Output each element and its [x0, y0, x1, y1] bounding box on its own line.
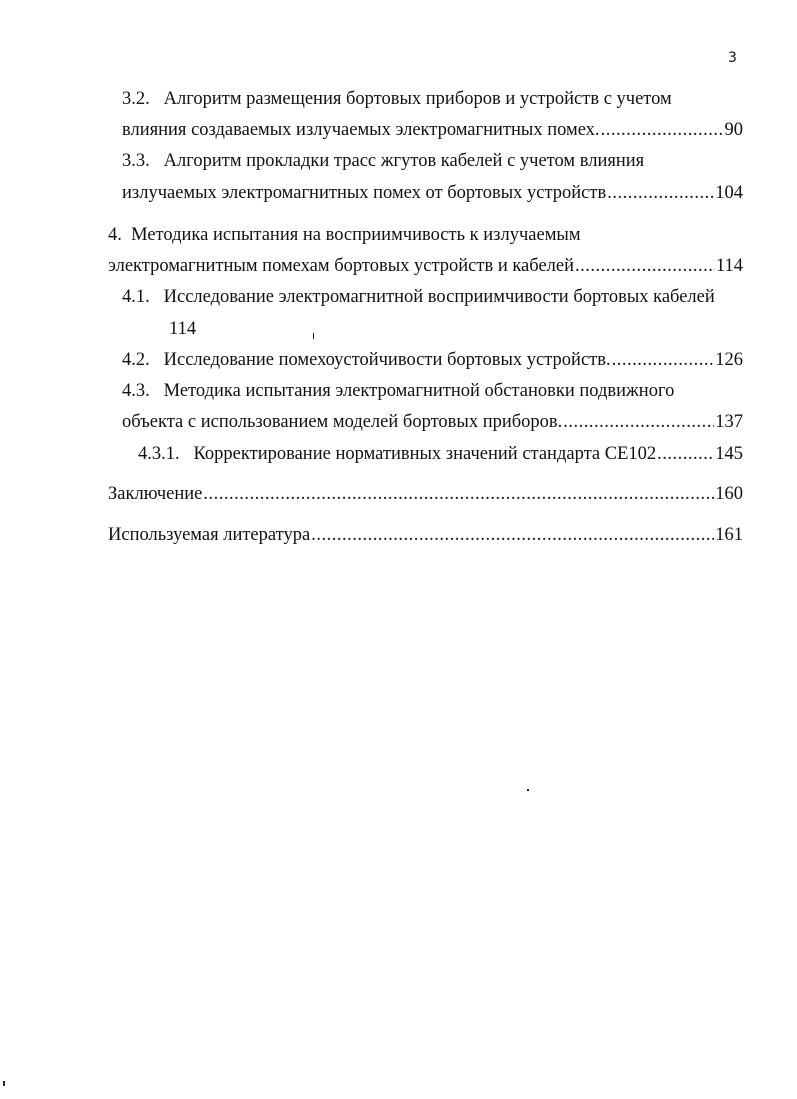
toc-title: Заключение [108, 484, 203, 504]
dot-leader [575, 253, 715, 279]
toc-title-continued: излучаемых электромагнитных помех от бортовых устройств [122, 183, 607, 203]
page-number: 3 [728, 50, 737, 66]
toc-entry-3-2[interactable] [122, 117, 743, 143]
toc-title-continued: электромагнитным помехам бортовых устройств и кабелей [108, 256, 574, 276]
toc-entry-4-1[interactable] [122, 284, 715, 310]
dot-leader [601, 117, 724, 143]
toc-page-number: 114 [715, 256, 743, 276]
dot-leader [563, 409, 714, 435]
toc-entry-references[interactable] [108, 522, 743, 548]
dot-leader [607, 180, 714, 206]
toc-title: Исследование помехоустойчивости бортовых устройств. [163, 350, 611, 370]
toc-entry-4-3[interactable] [122, 409, 743, 435]
toc-number: 4.3.1. [138, 444, 180, 464]
dot-leader [311, 522, 714, 548]
dot-leader [657, 441, 714, 467]
toc-entry-4-2[interactable] [122, 347, 743, 373]
toc-page-number: 137 [715, 412, 743, 432]
toc-entry-3-2-line1 [122, 86, 672, 112]
toc-entry-4[interactable] [108, 253, 743, 279]
toc-number: 3.2. [122, 89, 150, 109]
toc-entry-3-3-line1 [122, 148, 644, 174]
toc-title: Используемая литература [108, 525, 311, 545]
toc-title-continued: объекта с использованием моделей бортовых приборов. [122, 412, 563, 432]
toc-page-number: 104 [715, 183, 743, 203]
toc-number: 4.3. [122, 381, 150, 401]
dot-leader [203, 481, 714, 507]
toc-page-number: 161 [715, 525, 743, 545]
toc-page-number: 90 [724, 120, 743, 140]
toc-entry-conclusion[interactable] [108, 481, 743, 507]
toc-title: Методика испытания на восприимчивость к излучаемым [131, 225, 581, 245]
toc-page-number: 126 [715, 350, 743, 370]
toc-title: Исследование электромагнитной восприимчивости бортовых кабелей [163, 287, 715, 307]
toc-entry-3-3[interactable] [122, 180, 743, 206]
toc-title: Корректирование нормативных значений стандарта СЕ102 [193, 444, 657, 464]
toc-title: Алгоритм размещения бортовых приборов и устройств с учетом [163, 89, 672, 109]
scan-speck [3, 1081, 5, 1086]
toc-number: 3.3. [122, 151, 150, 171]
scan-artifact [313, 333, 314, 339]
toc-page-number: 114 [169, 319, 197, 339]
dot-leader [612, 347, 715, 373]
toc-number: 4.2. [122, 350, 150, 370]
toc-entry-4-line1 [108, 222, 581, 248]
toc-title-continued: влияния создаваемых излучаемых электромагнитных помех. [122, 120, 600, 140]
toc-page-number: 145 [715, 444, 743, 464]
toc-number: 4. [108, 225, 122, 245]
toc-entry-4-3-line1 [122, 378, 674, 404]
toc-title: Методика испытания электромагнитной обстановки подвижного [163, 381, 675, 401]
scan-speck [527, 789, 529, 791]
toc-entry-4-3-1[interactable] [138, 441, 743, 467]
toc-title: Алгоритм прокладки трасс жгутов кабелей с учетом влияния [163, 151, 645, 171]
toc-number: 4.1. [122, 287, 150, 307]
toc-page-number: 160 [715, 484, 743, 504]
